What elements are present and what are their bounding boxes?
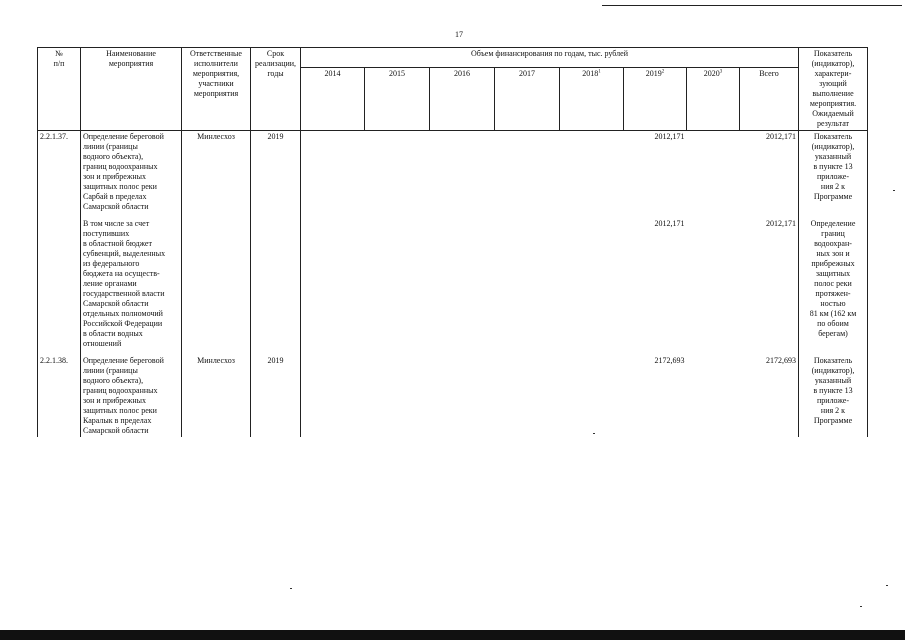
- table-header: [38, 48, 868, 131]
- top-rule: [602, 5, 902, 6]
- table-row: [38, 218, 868, 355]
- row-name: Определение береговой линии (границы водного объекта), границ водоохранных зон и прибрежных защитных полос реки Сарбай в пределах Самарской области: [81, 131, 182, 219]
- scan-speck: [886, 585, 888, 586]
- row-2019: 2012,171: [654, 132, 685, 141]
- row-num: 2.2.1.37.: [38, 131, 81, 219]
- col-year-header: 2016: [430, 68, 495, 131]
- row-indicator: Показатель (индикатор), указанный в пункте 13 приложе- ния 2 к Программе: [799, 131, 868, 219]
- row-resp: [182, 218, 251, 355]
- col-year-header: 2019$^2$: [624, 68, 687, 131]
- col-indicator-header: Показатель (индикатор), характери- зующий выполнение мероприятия. Ожидаемый результат: [799, 48, 868, 131]
- col-num-header: № п/п: [38, 48, 81, 131]
- row-name: Определение береговой линии (границы водного объекта), границ водоохранных зон и прибрежных защитных полос реки Каралык в пределах Самарской области: [81, 355, 182, 437]
- scan-speck: [893, 190, 895, 191]
- col-total-header: Всего: [740, 68, 799, 131]
- col-name-header: Наименование мероприятия: [81, 48, 182, 131]
- scan-speck: [290, 588, 292, 589]
- financing-table: [37, 47, 868, 437]
- row-2019: 2172,693: [654, 356, 685, 365]
- col-year-header: 2018$^1$: [560, 68, 624, 131]
- table-row: [38, 355, 868, 437]
- row-term: 2019: [251, 131, 301, 219]
- col-funding-header: Объем финансирования по годам, тыс. рублей: [301, 48, 799, 68]
- row-total: 2172,693: [740, 355, 799, 437]
- row-resp: Минлесхоз: [182, 131, 251, 219]
- col-resp-header: Ответственные исполнители мероприятия, участники мероприятия: [182, 48, 251, 131]
- row-term: 2019: [251, 355, 301, 437]
- row-num: [38, 218, 81, 355]
- row-total: 2012,171: [740, 131, 799, 219]
- page-number: 17: [455, 30, 463, 39]
- col-year-header: 2015: [365, 68, 430, 131]
- row-name: В том числе за счет поступивших в областной бюджет субвенций, выделенных из федерального бюджета на осуществ- ление органами государственной власти Самарской области отдельных полномочий Российской Федерации в области водных отношений: [81, 218, 182, 355]
- scan-bottom-edge: [0, 630, 905, 640]
- row-indicator: Определение границ водоохран- ных зон и прибрежных защитных полос реки протяжен- ностью 81 км (162 км по обоим берегам): [799, 218, 868, 355]
- col-year-header: 2014: [301, 68, 365, 131]
- scan-speck: [860, 606, 862, 607]
- row-resp: Минлесхоз: [182, 355, 251, 437]
- table-row: [38, 131, 868, 219]
- row-2019: 2012,171: [654, 219, 685, 228]
- row-term: [251, 218, 301, 355]
- scan-speck: [593, 433, 595, 434]
- col-year-header: 2017: [495, 68, 560, 131]
- col-year-header: 2020$^3$: [687, 68, 740, 131]
- col-term-header: Срок реализации, годы: [251, 48, 301, 131]
- row-total: 2012,171: [740, 218, 799, 355]
- row-indicator: Показатель (индикатор), указанный в пункте 13 приложе- ния 2 к Программе: [799, 355, 868, 437]
- row-num: 2.2.1.38.: [38, 355, 81, 437]
